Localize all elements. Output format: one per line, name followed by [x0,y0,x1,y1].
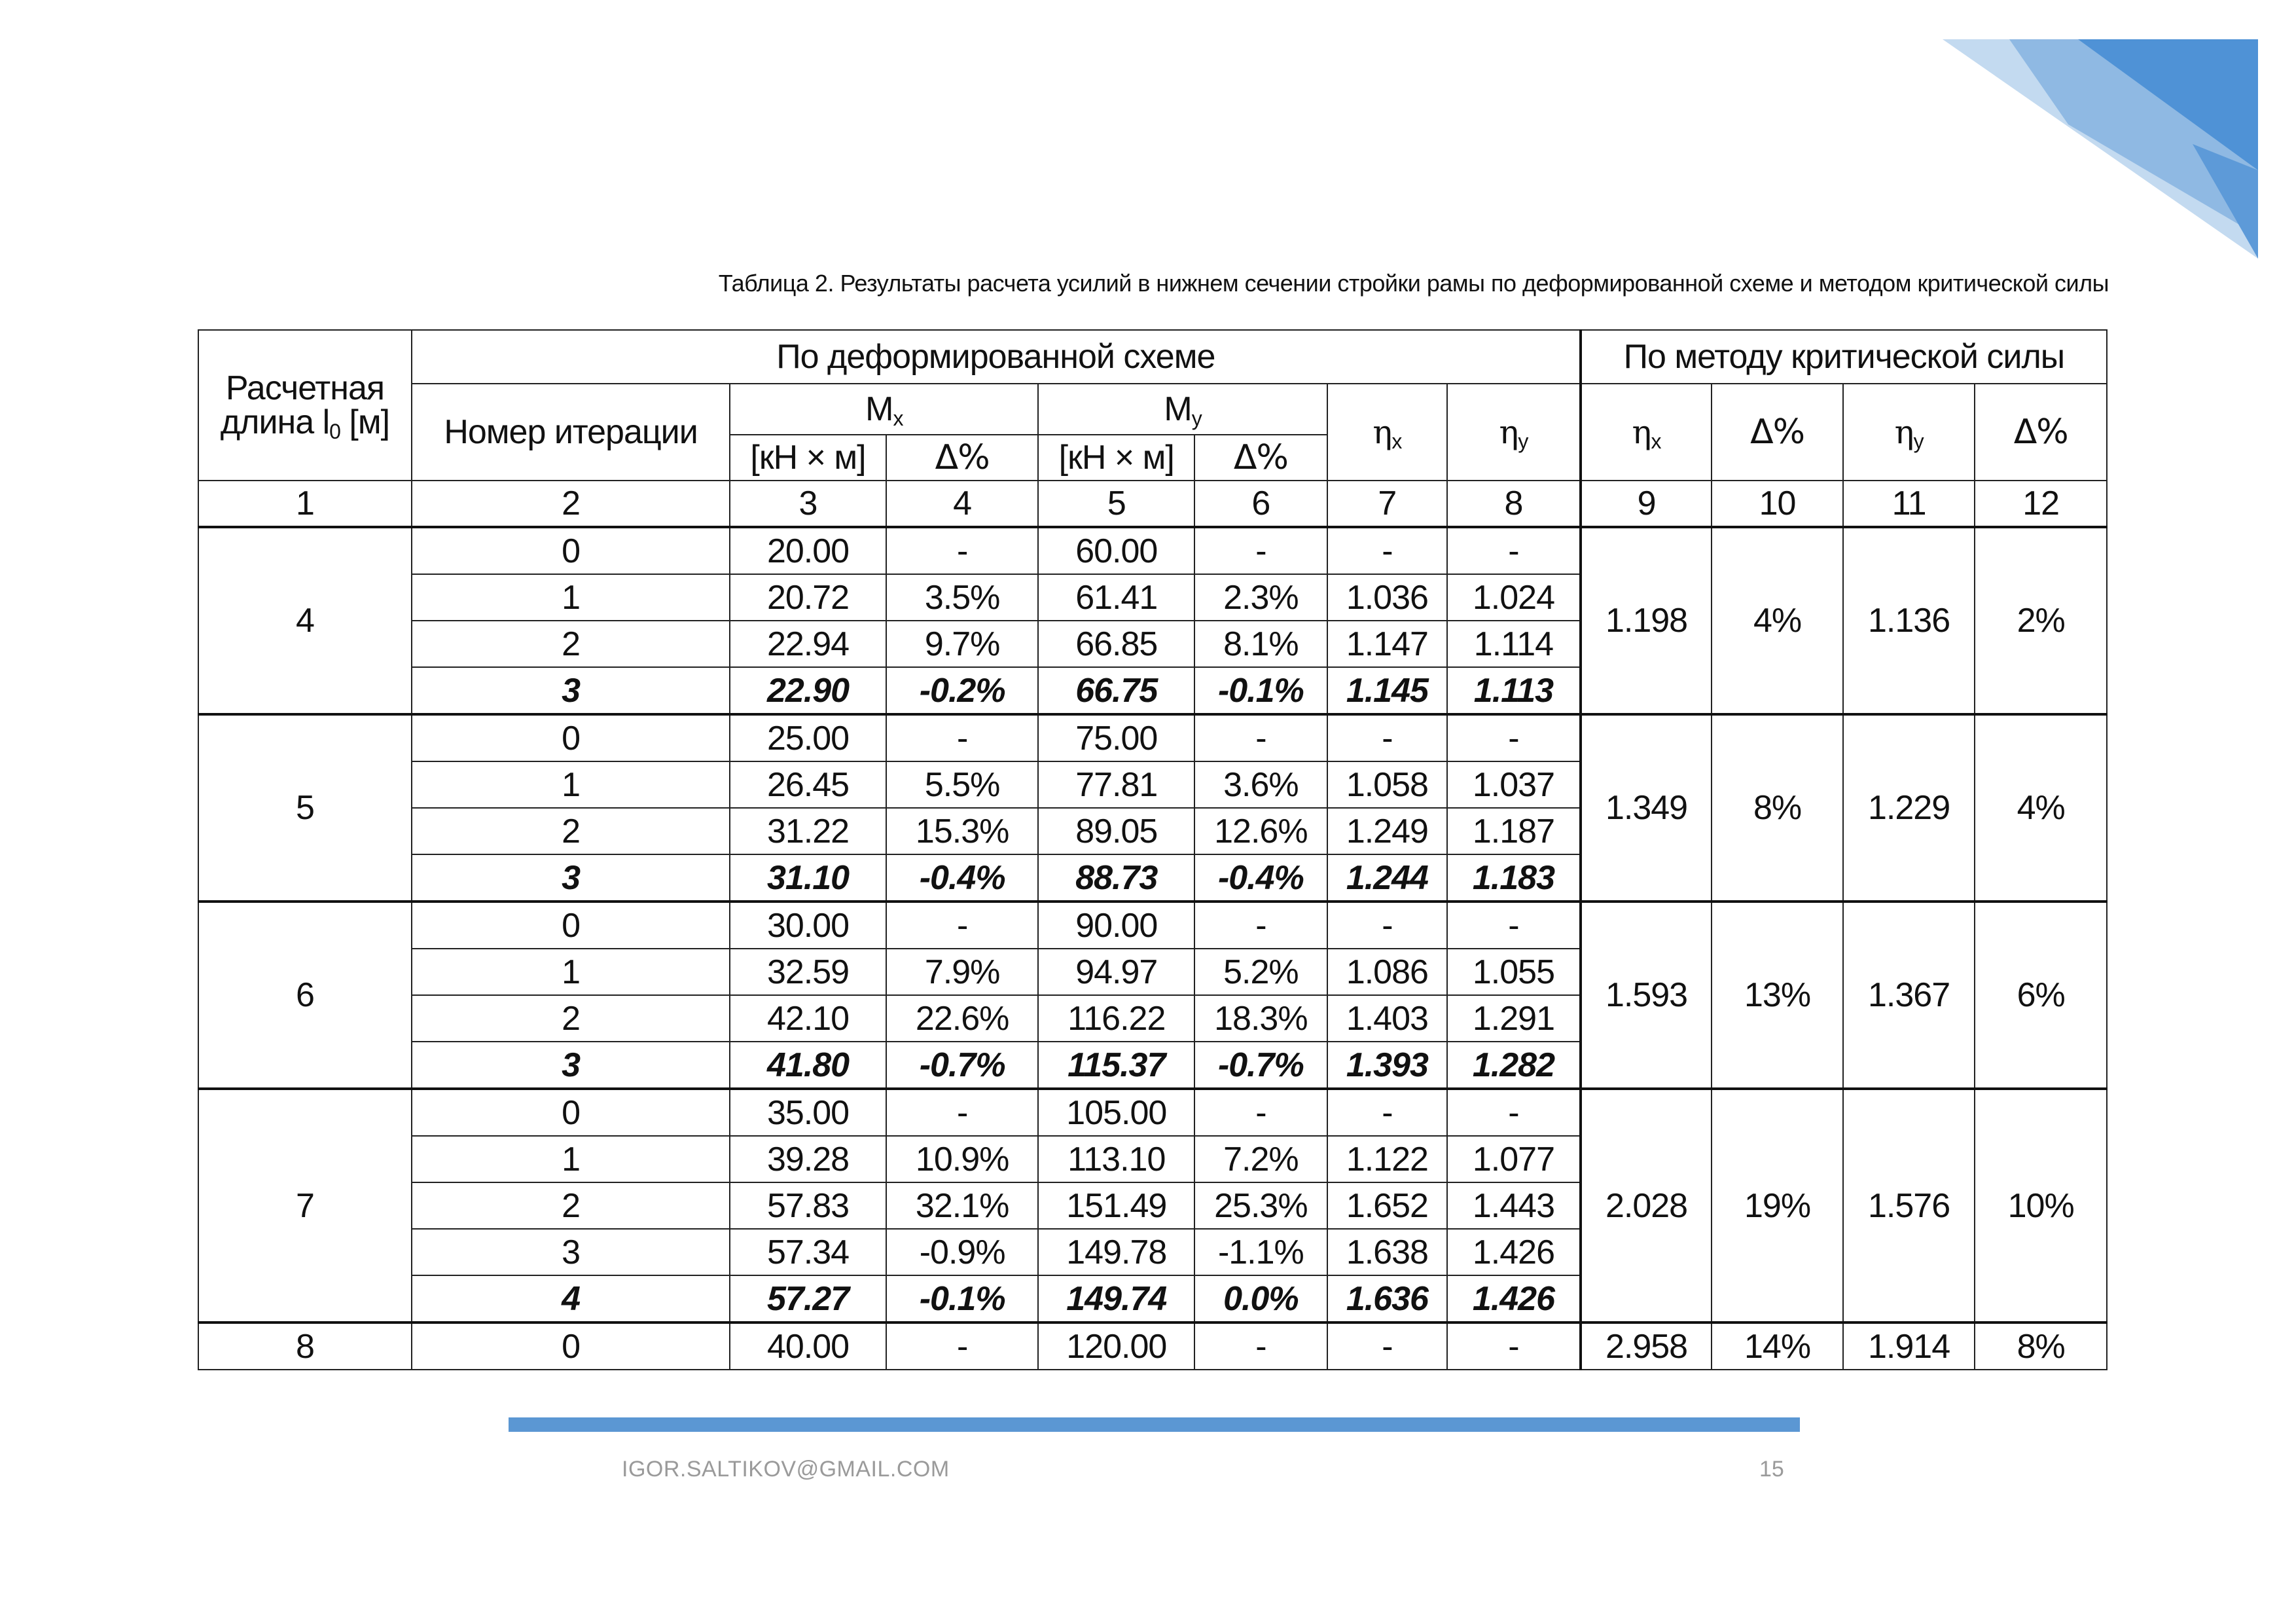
table-cell: 116.22 [1038,995,1194,1042]
table-cell: -0.2% [886,667,1039,714]
table-cell: 3 [412,1229,730,1275]
critical-cell: 1.229 [1843,714,1975,902]
critical-cell: 8% [1975,1322,2107,1370]
table-cell: - [886,1322,1039,1370]
critical-cell: 1.136 [1843,527,1975,714]
table-cell: 20.72 [730,574,886,621]
column-number: 5 [1038,481,1194,527]
table-cell: 26.45 [730,761,886,808]
table-cell: 1.058 [1327,761,1447,808]
table-cell: 1.249 [1327,808,1447,854]
table-cell: 3.5% [886,574,1039,621]
table-cell: 120.00 [1038,1322,1194,1370]
table-row [198,527,2107,574]
table-cell: 88.73 [1038,854,1194,902]
column-number: 3 [730,481,886,527]
table-cell: - [1447,902,1581,949]
table-row [198,902,2107,949]
table-cell: 1.426 [1447,1275,1581,1322]
table-cell: 61.41 [1038,574,1194,621]
table-cell: - [886,714,1039,761]
header-crit-eta-y: ηy [1843,384,1975,481]
column-number: 9 [1581,481,1712,527]
table-cell: - [1194,902,1327,949]
table-cell: 1.426 [1447,1229,1581,1275]
table-cell: 22.94 [730,621,886,667]
column-number: 6 [1194,481,1327,527]
header-eta-y: ηy [1447,384,1581,481]
table-cell: -0.1% [1194,667,1327,714]
column-number: 1 [198,481,412,527]
critical-cell: 10% [1975,1089,2107,1322]
table-cell: - [1194,527,1327,574]
critical-cell: 2% [1975,527,2107,714]
table-cell: 18.3% [1194,995,1327,1042]
table-cell: 0 [412,902,730,949]
critical-cell: 1.198 [1581,527,1712,714]
column-number-row [198,481,2107,527]
table-cell: 8.1% [1194,621,1327,667]
table-cell: 57.27 [730,1275,886,1322]
table-cell: 25.3% [1194,1182,1327,1229]
table-cell: 1.638 [1327,1229,1447,1275]
table-cell: -0.7% [886,1042,1039,1089]
column-number: 12 [1975,481,2107,527]
table-cell: 0 [412,714,730,761]
table-cell: - [1447,527,1581,574]
table-cell: 115.37 [1038,1042,1194,1089]
header-crit-eta-x: ηx [1581,384,1712,481]
table-cell: 1.183 [1447,854,1581,902]
header-mx-delta: Δ% [886,435,1039,481]
critical-cell: 4% [1975,714,2107,902]
table-cell: 3 [412,854,730,902]
table-cell: 77.81 [1038,761,1194,808]
table-cell: 1.036 [1327,574,1447,621]
table-cell: 4 [412,1275,730,1322]
table-cell: 7.9% [886,949,1039,995]
header-my-unit: [кН × м] [1038,435,1194,481]
table-cell: 32.59 [730,949,886,995]
table-cell: - [886,1089,1039,1136]
table-cell: 1.037 [1447,761,1581,808]
table-cell: 2 [412,621,730,667]
page-number: 15 [1759,1457,1784,1482]
table-cell: 149.74 [1038,1275,1194,1322]
column-number: 2 [412,481,730,527]
critical-cell: 4% [1712,527,1843,714]
table-cell: 94.97 [1038,949,1194,995]
table-cell: 105.00 [1038,1089,1194,1136]
critical-cell: 1.367 [1843,902,1975,1089]
table-cell: 1.443 [1447,1182,1581,1229]
table-cell: 113.10 [1038,1136,1194,1182]
table-cell: 1.403 [1327,995,1447,1042]
table-cell: 20.00 [730,527,886,574]
results-table [198,329,2108,1370]
table-cell: 35.00 [730,1089,886,1136]
table-cell: 2 [412,1182,730,1229]
critical-cell: 2.958 [1581,1322,1712,1370]
table-cell: 1.636 [1327,1275,1447,1322]
table-cell: 1 [412,1136,730,1182]
table-cell: 31.22 [730,808,886,854]
table-cell: -0.4% [1194,854,1327,902]
table-cell: 1.282 [1447,1042,1581,1089]
table-cell: 75.00 [1038,714,1194,761]
table-cell: 30.00 [730,902,886,949]
critical-cell: 2.028 [1581,1089,1712,1322]
table-cell: 15.3% [886,808,1039,854]
table-cell: 0.0% [1194,1275,1327,1322]
critical-cell: 13% [1712,902,1843,1089]
table-cell: 32.1% [886,1182,1039,1229]
table-cell: 1.244 [1327,854,1447,902]
column-number: 10 [1712,481,1843,527]
header-crit-delta-x: Δ% [1712,384,1843,481]
critical-cell: 8% [1712,714,1843,902]
header-critical-force: По методу критической силы [1581,330,2107,384]
table-row [198,1089,2107,1136]
table-cell: 149.78 [1038,1229,1194,1275]
header-my: My [1038,384,1327,435]
table-cell: 40.00 [730,1322,886,1370]
table-cell: 66.75 [1038,667,1194,714]
table-cell: - [1447,1322,1581,1370]
table-cell: 1 [412,949,730,995]
table-row [198,1322,2107,1370]
table-cell: 1.187 [1447,808,1581,854]
table-caption: Таблица 2. Результаты расчета усилий в нижнем сечении стройки рамы по деформированной схеме и методом критической силы [718,270,2109,297]
footer-rule [509,1417,1800,1432]
header-deformed-scheme: По деформированной схеме [412,330,1581,384]
table-cell: - [1447,1089,1581,1136]
table-cell: 22.6% [886,995,1039,1042]
table-cell: 42.10 [730,995,886,1042]
table-cell: - [1194,1089,1327,1136]
table-cell: - [1327,527,1447,574]
table-cell: - [1447,714,1581,761]
table-cell: 1.114 [1447,621,1581,667]
table-cell: 31.10 [730,854,886,902]
table-cell: 9.7% [886,621,1039,667]
table-cell: 1.024 [1447,574,1581,621]
column-number: 4 [886,481,1039,527]
header-mx-unit: [кН × м] [730,435,886,481]
header-iteration: Номер итерации [412,384,730,481]
table-cell: - [886,902,1039,949]
table-cell: 12.6% [1194,808,1327,854]
table-cell: 1.113 [1447,667,1581,714]
table-cell: 2 [412,808,730,854]
table-cell: 5.2% [1194,949,1327,995]
length-cell: 6 [198,902,412,1089]
critical-cell: 6% [1975,902,2107,1089]
table-cell: 3 [412,1042,730,1089]
column-number: 11 [1843,481,1975,527]
footer-email: IGOR.SALTIKOV@GMAIL.COM [622,1457,950,1482]
table-cell: - [1327,1322,1447,1370]
column-number: 7 [1327,481,1447,527]
table-cell: 1.086 [1327,949,1447,995]
table-cell: 1 [412,761,730,808]
table-cell: 5.5% [886,761,1039,808]
table-cell: 0 [412,1322,730,1370]
table-cell: 1.147 [1327,621,1447,667]
table-cell: 3 [412,667,730,714]
critical-cell: 1.349 [1581,714,1712,902]
length-cell: 5 [198,714,412,902]
table-cell: 66.85 [1038,621,1194,667]
critical-cell: 1.576 [1843,1089,1975,1322]
table-cell: 0 [412,527,730,574]
table-cell: 1.652 [1327,1182,1447,1229]
length-cell: 4 [198,527,412,714]
table-cell: 89.05 [1038,808,1194,854]
table-cell: 7.2% [1194,1136,1327,1182]
header-mx: Mx [730,384,1038,435]
table-cell: 0 [412,1089,730,1136]
table-cell: 2 [412,995,730,1042]
table-cell: 60.00 [1038,527,1194,574]
table-cell: - [1327,1089,1447,1136]
critical-cell: 1.914 [1843,1322,1975,1370]
table-cell: - [1327,902,1447,949]
table-cell: 25.00 [730,714,886,761]
length-cell: 7 [198,1089,412,1322]
header-length: Расчетная длина l0 [м] [198,330,412,481]
table-cell: 1.122 [1327,1136,1447,1182]
table-cell: -0.9% [886,1229,1039,1275]
table-cell: 151.49 [1038,1182,1194,1229]
table-row [198,714,2107,761]
table-cell: -1.1% [1194,1229,1327,1275]
table-cell: 1.393 [1327,1042,1447,1089]
table-cell: 1.055 [1447,949,1581,995]
table-cell: 1 [412,574,730,621]
table-cell: 10.9% [886,1136,1039,1182]
header-crit-delta-y: Δ% [1975,384,2107,481]
table-cell: - [1194,1322,1327,1370]
critical-cell: 14% [1712,1322,1843,1370]
table-cell: 57.34 [730,1229,886,1275]
table-cell: 90.00 [1038,902,1194,949]
table-cell: - [1194,714,1327,761]
column-number: 8 [1447,481,1581,527]
table-cell: -0.7% [1194,1042,1327,1089]
table-cell: 57.83 [730,1182,886,1229]
table-cell: 1.291 [1447,995,1581,1042]
table-cell: -0.4% [886,854,1039,902]
table-cell: 41.80 [730,1042,886,1089]
table-cell: - [1327,714,1447,761]
critical-cell: 19% [1712,1089,1843,1322]
table-cell: 22.90 [730,667,886,714]
table-cell: - [886,527,1039,574]
header-my-delta: Δ% [1194,435,1327,481]
table-cell: 2.3% [1194,574,1327,621]
table-cell: -0.1% [886,1275,1039,1322]
table-cell: 3.6% [1194,761,1327,808]
length-cell: 8 [198,1322,412,1370]
table-cell: 1.077 [1447,1136,1581,1182]
table-cell: 39.28 [730,1136,886,1182]
critical-cell: 1.593 [1581,902,1712,1089]
table-cell: 1.145 [1327,667,1447,714]
header-eta-x: ηx [1327,384,1447,481]
